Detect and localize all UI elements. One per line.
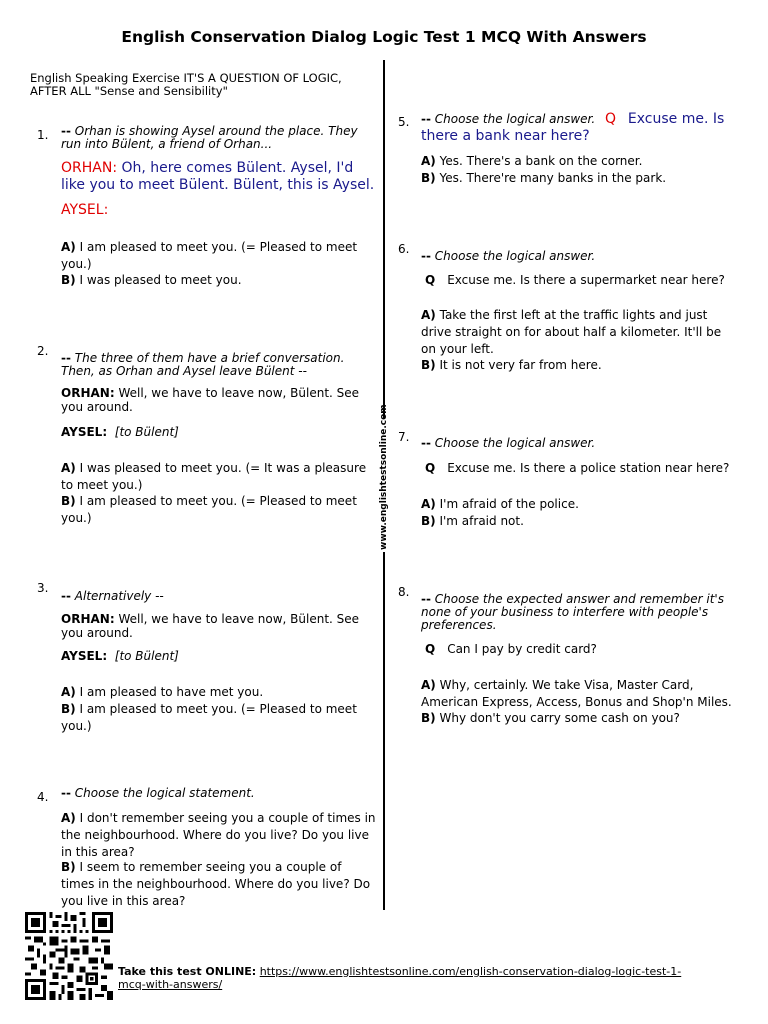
- item-instruction: -- Alternatively --: [61, 589, 164, 603]
- question-line: [425, 273, 745, 287]
- option-a[interactable]: A) Yes. There's a bank on the corner.: [421, 154, 643, 168]
- speaker-label: ORHAN:: [61, 612, 115, 626]
- item-instruction: -- Choose the expected answer and remember it's none of your business to interfere with people's preferences.: [421, 592, 724, 632]
- option-a[interactable]: A) Why, certainly. We take Visa, Master Card, American Express, Access, Bonus and Shop'n Miles.: [421, 678, 732, 709]
- question-line: [425, 642, 745, 656]
- footer-label: Take this test ONLINE:: [118, 965, 257, 978]
- question-text: Excuse me. Is there a police station near here?: [447, 461, 730, 475]
- dialog-line: AYSEL: [to Bülent]: [61, 425, 179, 439]
- option-a[interactable]: A) I was pleased to meet you. (= It was a pleasure to meet you.): [61, 461, 367, 492]
- page-title: English Conservation Dialog Logic Test 1 MCQ With Answers: [121, 28, 647, 46]
- question-text: Excuse me. Is there a supermarket near here?: [447, 273, 725, 287]
- column-divider-bottom: [383, 552, 385, 910]
- q-marker: Q: [425, 461, 436, 475]
- item-instruction: -- Choose the logical answer. Q Excuse me. Is there a bank near here?: [421, 111, 725, 144]
- item-instruction: -- Choose the logical answer.: [421, 249, 596, 263]
- item-number: 3.: [37, 581, 49, 595]
- option-a[interactable]: A) I am pleased to have met you.: [61, 685, 264, 699]
- option-b[interactable]: B) Why don't you carry some cash on you?: [421, 711, 680, 725]
- item-instruction: -- Choose the logical statement.: [61, 786, 255, 800]
- option-b[interactable]: B) I was pleased to meet you.: [61, 273, 242, 287]
- question-text: Excuse me. Is there a bank near here?: [421, 111, 725, 144]
- q-marker: Q: [605, 111, 617, 127]
- question-line: [425, 461, 745, 475]
- option-a[interactable]: A) I'm afraid of the police.: [421, 497, 579, 511]
- item-number: 6.: [398, 242, 410, 256]
- speaker-label: AYSEL:: [61, 202, 109, 218]
- intro-text: English Speaking Exercise IT'S A QUESTION OF LOGIC, AFTER ALL "Sense and Sensibility": [30, 71, 342, 98]
- option-b[interactable]: B) I seem to remember seeing you a couple of times in the neighbourhood. Where do you live? Do you live in this area?: [61, 860, 371, 908]
- speaker-label: AYSEL:: [61, 425, 108, 439]
- option-b[interactable]: B) I am pleased to meet you. (= Pleased to meet you.): [61, 702, 357, 733]
- footer-link-line: [118, 965, 698, 991]
- speaker-label: ORHAN:: [61, 386, 115, 400]
- q-marker: Q: [425, 642, 436, 656]
- qr-code: [24, 912, 114, 1000]
- option-a[interactable]: A) I don't remember seeing you a couple of times in the neighbourhood. Where do you live? Do you live in this area?: [61, 811, 376, 859]
- item-number: 7.: [398, 430, 410, 444]
- option-b[interactable]: B) It is not very far from here.: [421, 358, 602, 372]
- column-divider-top: [383, 60, 385, 418]
- speaker-label: ORHAN:: [61, 160, 118, 176]
- option-a[interactable]: A) I am pleased to meet you. (= Pleased to meet you.): [61, 240, 358, 271]
- dialog-line: ORHAN: Oh, here comes Bülent. Aysel, I'd like you to meet Bülent. Bülent, this is Aysel.: [61, 160, 375, 193]
- item-instruction: -- The three of them have a brief conversation. Then, as Orhan and Aysel leave Bülent --: [61, 351, 345, 378]
- option-b[interactable]: B) I'm afraid not.: [421, 514, 524, 528]
- item-number: 1.: [37, 128, 49, 142]
- dialog-line: AYSEL: [to Bülent]: [61, 649, 179, 663]
- q-marker: Q: [425, 273, 436, 287]
- speaker-label: AYSEL:: [61, 649, 108, 663]
- option-b[interactable]: B) I am pleased to meet you. (= Pleased to meet you.): [61, 494, 357, 525]
- watermark-text: www.englishtestsonline.com: [379, 404, 389, 550]
- item-instruction: -- Orhan is showing Aysel around the place. They run into Bülent, a friend of Orhan...: [61, 124, 358, 151]
- question-text: Can I pay by credit card?: [447, 642, 597, 656]
- item-number: 8.: [398, 585, 410, 599]
- dialog-line: ORHAN: Well, we have to leave now, Bülent. See you around.: [61, 386, 360, 414]
- item-number: 5.: [398, 115, 410, 129]
- option-a[interactable]: A) Take the first left at the traffic lights and just drive straight on for about half a kilometer. It'll be on your left.: [421, 308, 722, 356]
- test-online-link[interactable]: https://www.englishtestsonline.com/english-conservation-dialog-logic-test-1-mcq-with-answers/: [118, 965, 682, 991]
- item-instruction: -- Choose the logical answer.: [421, 436, 596, 450]
- dialog-line: ORHAN: Well, we have to leave now, Bülent. See you around.: [61, 612, 360, 640]
- item-number: 2.: [37, 344, 49, 358]
- watermark: [379, 404, 389, 550]
- option-b[interactable]: B) Yes. There're many banks in the park.: [421, 171, 667, 185]
- item-number: 4.: [37, 790, 49, 804]
